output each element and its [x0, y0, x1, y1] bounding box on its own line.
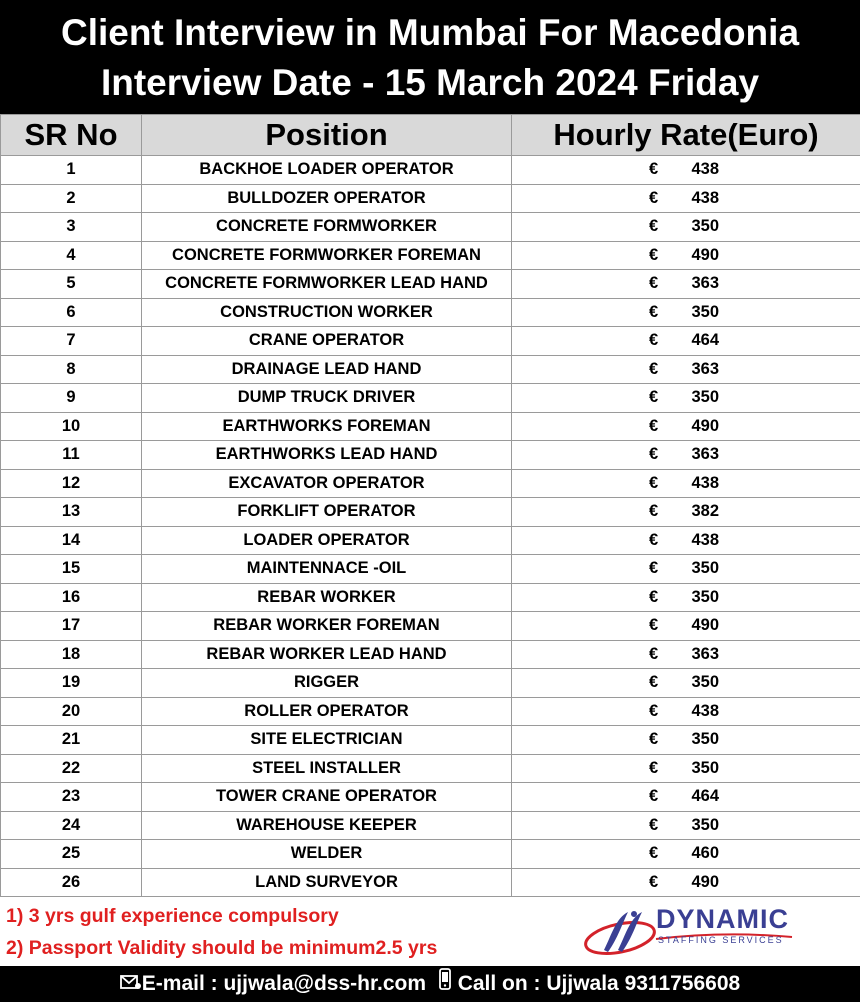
- table-row: [1, 868, 860, 897]
- hourly-rate-cell: [512, 241, 860, 270]
- hourly-rate-cell: [512, 783, 860, 812]
- table-row: [1, 498, 860, 527]
- currency-symbol: €: [649, 758, 659, 777]
- logo-tagline: STAFFING SERVICES: [658, 935, 784, 945]
- position-cell: CRANE OPERATOR: [142, 327, 512, 356]
- rate-value: 438: [691, 701, 719, 720]
- sr-no-cell: 10: [1, 412, 142, 441]
- hourly-rate-cell: [512, 612, 860, 641]
- sr-no-cell: 18: [1, 640, 142, 669]
- sr-no-cell: 25: [1, 840, 142, 869]
- position-cell: SITE ELECTRICIAN: [142, 726, 512, 755]
- currency-symbol: €: [649, 644, 659, 663]
- currency-symbol: €: [649, 274, 659, 293]
- sr-no-cell: 3: [1, 213, 142, 242]
- sr-no-cell: 5: [1, 270, 142, 299]
- table-row: [1, 726, 860, 755]
- currency-symbol: €: [649, 245, 659, 264]
- rate-value: 490: [691, 416, 719, 435]
- rate-value: 363: [691, 445, 719, 464]
- column-header-hourly-rate: Hourly Rate(Euro): [512, 115, 860, 156]
- table-row: [1, 840, 860, 869]
- sr-no-cell: 16: [1, 583, 142, 612]
- rate-value: 350: [691, 730, 719, 749]
- rate-value: 438: [691, 188, 719, 207]
- rate-value: 490: [691, 872, 719, 891]
- envelope-icon: [120, 966, 142, 1002]
- position-cell: WAREHOUSE KEEPER: [142, 811, 512, 840]
- sr-no-cell: 11: [1, 441, 142, 470]
- currency-symbol: €: [649, 730, 659, 749]
- hourly-rate-cell: [512, 868, 860, 897]
- hourly-rate-cell: [512, 498, 860, 527]
- hourly-rate-cell: [512, 840, 860, 869]
- mobile-phone-icon: [438, 966, 452, 1002]
- currency-symbol: €: [649, 616, 659, 635]
- rate-value: 438: [691, 530, 719, 549]
- sr-no-cell: 2: [1, 184, 142, 213]
- rate-value: 350: [691, 673, 719, 692]
- rate-value: 460: [691, 844, 719, 863]
- table-row: [1, 555, 860, 584]
- position-cell: CONCRETE FORMWORKER LEAD HAND: [142, 270, 512, 299]
- hourly-rate-cell: [512, 327, 860, 356]
- hourly-rate-cell: [512, 726, 860, 755]
- note-passport: 2) Passport Validity should be minimum2.5 yrs: [6, 937, 438, 959]
- position-cell: REBAR WORKER FOREMAN: [142, 612, 512, 641]
- rate-value: 363: [691, 359, 719, 378]
- hourly-rate-cell: [512, 669, 860, 698]
- position-cell: CONCRETE FORMWORKER: [142, 213, 512, 242]
- currency-symbol: €: [649, 502, 659, 521]
- table-row: [1, 640, 860, 669]
- hourly-rate-cell: [512, 697, 860, 726]
- position-cell: EXCAVATOR OPERATOR: [142, 469, 512, 498]
- table-row: [1, 355, 860, 384]
- currency-symbol: €: [649, 331, 659, 350]
- position-cell: RIGGER: [142, 669, 512, 698]
- sr-no-cell: 26: [1, 868, 142, 897]
- sr-no-cell: 4: [1, 241, 142, 270]
- hourly-rate-cell: [512, 555, 860, 584]
- position-cell: ROLLER OPERATOR: [142, 697, 512, 726]
- logo-mark-icon: [582, 904, 658, 960]
- rate-value: 363: [691, 274, 719, 293]
- currency-symbol: €: [649, 787, 659, 806]
- rate-value: 490: [691, 245, 719, 264]
- currency-symbol: €: [649, 160, 659, 179]
- hourly-rate-cell: [512, 811, 860, 840]
- table-row: [1, 583, 860, 612]
- position-cell: CONSTRUCTION WORKER: [142, 298, 512, 327]
- currency-symbol: €: [649, 701, 659, 720]
- sr-no-cell: 7: [1, 327, 142, 356]
- sr-no-cell: 17: [1, 612, 142, 641]
- currency-symbol: €: [649, 673, 659, 692]
- contact-footer: [0, 966, 860, 1002]
- currency-symbol: €: [649, 473, 659, 492]
- rate-value: 350: [691, 302, 719, 321]
- rate-value: 382: [691, 502, 719, 521]
- title-line: Client Interview in Mumbai For Macedonia: [60, 12, 800, 53]
- table-row: [1, 669, 860, 698]
- rate-value: 350: [691, 758, 719, 777]
- sr-no-cell: 15: [1, 555, 142, 584]
- table-row: [1, 156, 860, 185]
- currency-symbol: €: [649, 559, 659, 578]
- table-row: [1, 412, 860, 441]
- sr-no-cell: 14: [1, 526, 142, 555]
- requirements-notes: [6, 900, 437, 964]
- currency-symbol: €: [649, 217, 659, 236]
- position-cell: DRAINAGE LEAD HAND: [142, 355, 512, 384]
- currency-symbol: €: [649, 587, 659, 606]
- rate-value: 350: [691, 217, 719, 236]
- rate-value: 438: [691, 473, 719, 492]
- sr-no-cell: 9: [1, 384, 142, 413]
- position-cell: EARTHWORKS LEAD HAND: [142, 441, 512, 470]
- email-contact[interactable]: E-mail : ujjwala@dss-hr.com: [141, 972, 427, 995]
- position-cell: MAINTENNACE -OIL: [142, 555, 512, 584]
- sr-no-cell: 20: [1, 697, 142, 726]
- hourly-rate-cell: [512, 213, 860, 242]
- rate-value: 350: [691, 559, 719, 578]
- table-row: [1, 441, 860, 470]
- rate-value: 350: [691, 587, 719, 606]
- sr-no-cell: 21: [1, 726, 142, 755]
- position-cell: BULLDOZER OPERATOR: [142, 184, 512, 213]
- logo-brand-name: DYNAMIC: [656, 904, 789, 934]
- currency-symbol: €: [649, 872, 659, 891]
- position-cell: STEEL INSTALLER: [142, 754, 512, 783]
- sr-no-cell: 12: [1, 469, 142, 498]
- table-row: [1, 469, 860, 498]
- position-cell: CONCRETE FORMWORKER FOREMAN: [142, 241, 512, 270]
- table-header-row: [1, 115, 860, 156]
- rate-value: 490: [691, 616, 719, 635]
- rate-value: 350: [691, 815, 719, 834]
- sr-no-cell: 1: [1, 156, 142, 185]
- hourly-rate-cell: [512, 469, 860, 498]
- hourly-rate-cell: [512, 583, 860, 612]
- title-banner: [0, 0, 860, 114]
- table-row: [1, 754, 860, 783]
- hourly-rate-cell: [512, 355, 860, 384]
- sr-no-cell: 24: [1, 811, 142, 840]
- table-row: [1, 270, 860, 299]
- table-row: [1, 213, 860, 242]
- table-row: [1, 384, 860, 413]
- currency-symbol: €: [649, 359, 659, 378]
- hourly-rate-cell: [512, 270, 860, 299]
- currency-symbol: €: [649, 388, 659, 407]
- table-row: [1, 526, 860, 555]
- hourly-rate-cell: [512, 441, 860, 470]
- rate-value: 464: [691, 787, 719, 806]
- rate-value: 363: [691, 644, 719, 663]
- position-cell: EARTHWORKS FOREMAN: [142, 412, 512, 441]
- currency-symbol: €: [649, 188, 659, 207]
- table-row: [1, 612, 860, 641]
- currency-symbol: €: [649, 302, 659, 321]
- sr-no-cell: 8: [1, 355, 142, 384]
- hourly-rate-cell: [512, 754, 860, 783]
- position-cell: REBAR WORKER LEAD HAND: [142, 640, 512, 669]
- table-row: [1, 327, 860, 356]
- hourly-rate-cell: [512, 526, 860, 555]
- hourly-rate-cell: [512, 298, 860, 327]
- sr-no-cell: 6: [1, 298, 142, 327]
- position-cell: LAND SURVEYOR: [142, 868, 512, 897]
- phone-contact[interactable]: Call on : Ujjwala 9311756608: [457, 972, 741, 995]
- currency-symbol: €: [649, 844, 659, 863]
- table-row: [1, 783, 860, 812]
- table-row: [1, 241, 860, 270]
- column-header-position: Position: [142, 115, 512, 156]
- table-row: [1, 697, 860, 726]
- position-cell: TOWER CRANE OPERATOR: [142, 783, 512, 812]
- rate-value: 350: [691, 388, 719, 407]
- currency-symbol: €: [649, 530, 659, 549]
- interview-date-line: Interview Date - 15 March 2024 Friday: [100, 62, 760, 103]
- rate-value: 438: [691, 160, 719, 179]
- hourly-rate-cell: [512, 640, 860, 669]
- positions-table: [0, 114, 860, 897]
- company-logo: [582, 904, 797, 960]
- sr-no-cell: 19: [1, 669, 142, 698]
- position-cell: DUMP TRUCK DRIVER: [142, 384, 512, 413]
- hourly-rate-cell: [512, 184, 860, 213]
- position-cell: BACKHOE LOADER OPERATOR: [142, 156, 512, 185]
- sr-no-cell: 23: [1, 783, 142, 812]
- table-row: [1, 184, 860, 213]
- table-row: [1, 811, 860, 840]
- note-experience: 1) 3 yrs gulf experience compulsory: [6, 905, 339, 927]
- hourly-rate-cell: [512, 412, 860, 441]
- sr-no-cell: 13: [1, 498, 142, 527]
- position-cell: REBAR WORKER: [142, 583, 512, 612]
- column-header-sr-no: SR No: [1, 115, 142, 156]
- currency-symbol: €: [649, 445, 659, 464]
- position-cell: WELDER: [142, 840, 512, 869]
- rate-value: 464: [691, 331, 719, 350]
- sr-no-cell: 22: [1, 754, 142, 783]
- currency-symbol: €: [649, 416, 659, 435]
- hourly-rate-cell: [512, 384, 860, 413]
- currency-symbol: €: [649, 815, 659, 834]
- table-row: [1, 298, 860, 327]
- hourly-rate-cell: [512, 156, 860, 185]
- position-cell: LOADER OPERATOR: [142, 526, 512, 555]
- position-cell: FORKLIFT OPERATOR: [142, 498, 512, 527]
